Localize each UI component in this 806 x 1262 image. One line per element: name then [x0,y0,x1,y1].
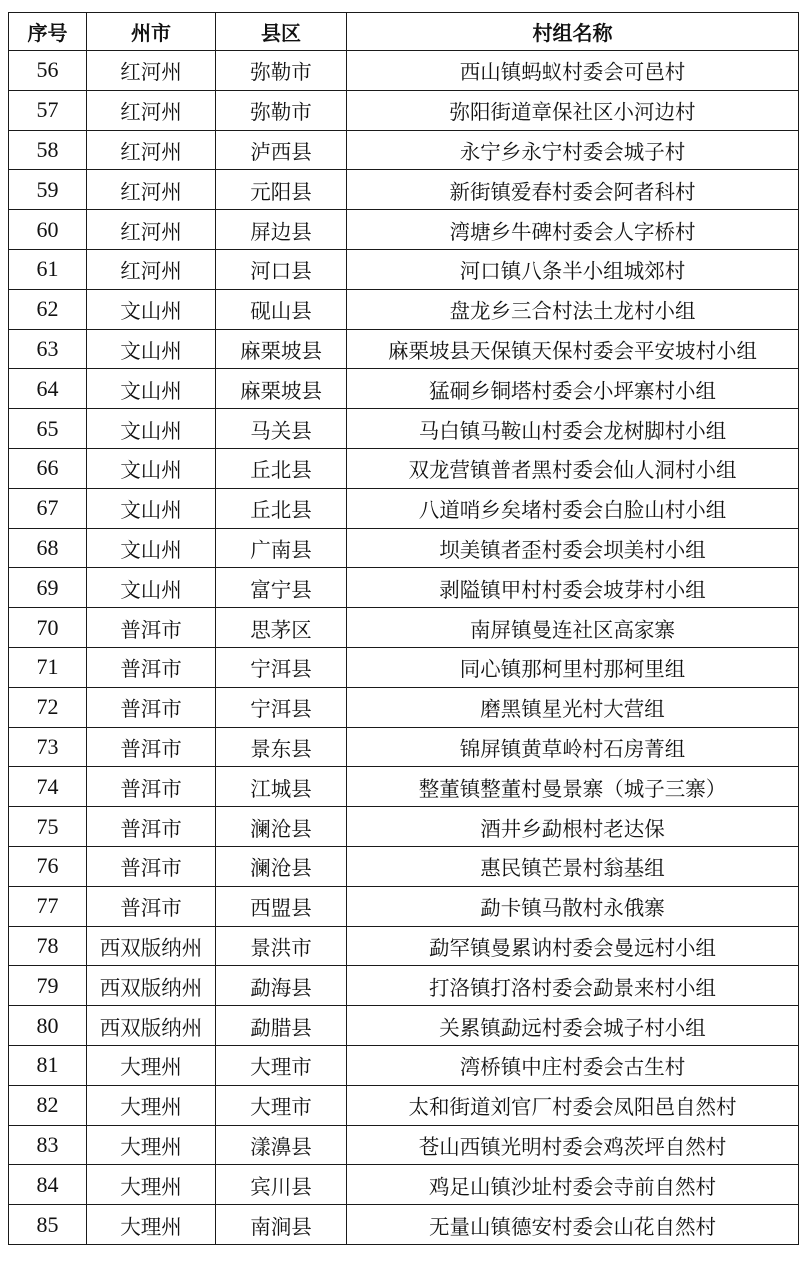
table-row [9,210,799,250]
cell-village-name: 湾桥镇中庄村委会古生村 [347,1045,799,1085]
cell-village-name: 弥阳街道章保社区小河边村 [347,90,799,130]
cell-serial-number: 74 [9,767,87,807]
cell-county: 丘北县 [216,488,347,528]
cell-county: 丘北县 [216,448,347,488]
cell-county: 屏边县 [216,210,347,250]
cell-prefecture: 红河州 [87,90,216,130]
cell-village-name: 惠民镇芒景村翁基组 [347,846,799,886]
cell-serial-number: 63 [9,329,87,369]
cell-prefecture: 大理州 [87,1165,216,1205]
cell-county: 大理市 [216,1085,347,1125]
cell-prefecture: 普洱市 [87,687,216,727]
table-row [9,886,799,926]
header-village-name: 村组名称 [347,13,799,51]
table-row [9,568,799,608]
header-county: 县区 [216,13,347,51]
cell-county: 弥勒市 [216,51,347,91]
cell-serial-number: 66 [9,448,87,488]
cell-serial-number: 56 [9,51,87,91]
cell-village-name: 勐卡镇马散村永俄寨 [347,886,799,926]
village-list-table [8,12,799,1245]
cell-village-name: 勐罕镇曼累讷村委会曼远村小组 [347,926,799,966]
table-row [9,170,799,210]
cell-serial-number: 78 [9,926,87,966]
cell-prefecture: 普洱市 [87,647,216,687]
cell-prefecture: 西双版纳州 [87,966,216,1006]
cell-county: 弥勒市 [216,90,347,130]
table-row [9,329,799,369]
cell-prefecture: 红河州 [87,249,216,289]
cell-serial-number: 84 [9,1165,87,1205]
cell-prefecture: 红河州 [87,51,216,91]
cell-village-name: 剥隘镇甲村村委会坡芽村小组 [347,568,799,608]
cell-village-name: 酒井乡勐根村老达保 [347,807,799,847]
cell-serial-number: 79 [9,966,87,1006]
table-row [9,448,799,488]
cell-county: 大理市 [216,1045,347,1085]
cell-county: 南涧县 [216,1205,347,1245]
cell-village-name: 湾塘乡牛碑村委会人字桥村 [347,210,799,250]
table-row [9,488,799,528]
cell-village-name: 坝美镇者歪村委会坝美村小组 [347,528,799,568]
cell-county: 宁洱县 [216,647,347,687]
cell-village-name: 锦屏镇黄草岭村石房菁组 [347,727,799,767]
cell-prefecture: 大理州 [87,1085,216,1125]
cell-county: 宁洱县 [216,687,347,727]
cell-serial-number: 76 [9,846,87,886]
cell-prefecture: 文山州 [87,528,216,568]
cell-county: 泸西县 [216,130,347,170]
table-row [9,409,799,449]
cell-prefecture: 文山州 [87,329,216,369]
cell-prefecture: 普洱市 [87,886,216,926]
cell-serial-number: 65 [9,409,87,449]
table-row [9,1205,799,1245]
cell-serial-number: 71 [9,647,87,687]
cell-county: 砚山县 [216,289,347,329]
cell-village-name: 新街镇爱春村委会阿者科村 [347,170,799,210]
cell-serial-number: 68 [9,528,87,568]
cell-county: 河口县 [216,249,347,289]
cell-village-name: 双龙营镇普者黑村委会仙人洞村小组 [347,448,799,488]
cell-serial-number: 64 [9,369,87,409]
cell-serial-number: 69 [9,568,87,608]
cell-village-name: 八道哨乡矣堵村委会白脸山村小组 [347,488,799,528]
cell-prefecture: 大理州 [87,1045,216,1085]
cell-village-name: 麻栗坡县天保镇天保村委会平安坡村小组 [347,329,799,369]
table-row [9,687,799,727]
cell-serial-number: 80 [9,1006,87,1046]
table-header [9,13,799,51]
header-prefecture: 州市 [87,13,216,51]
cell-serial-number: 57 [9,90,87,130]
table-row [9,1165,799,1205]
cell-serial-number: 75 [9,807,87,847]
cell-serial-number: 59 [9,170,87,210]
cell-prefecture: 文山州 [87,568,216,608]
cell-county: 麻栗坡县 [216,369,347,409]
cell-county: 澜沧县 [216,807,347,847]
table-row [9,369,799,409]
cell-county: 广南县 [216,528,347,568]
cell-prefecture: 普洱市 [87,608,216,648]
table-row [9,528,799,568]
table-row [9,767,799,807]
table-row [9,1085,799,1125]
table-row [9,249,799,289]
cell-village-name: 河口镇八条半小组城郊村 [347,249,799,289]
table-row [9,807,799,847]
table-row [9,51,799,91]
cell-prefecture: 红河州 [87,130,216,170]
cell-county: 澜沧县 [216,846,347,886]
cell-village-name: 无量山镇德安村委会山花自然村 [347,1205,799,1245]
cell-prefecture: 西双版纳州 [87,926,216,966]
cell-county: 思茅区 [216,608,347,648]
table-row [9,608,799,648]
cell-village-name: 马白镇马鞍山村委会龙树脚村小组 [347,409,799,449]
cell-serial-number: 61 [9,249,87,289]
table-row [9,966,799,1006]
cell-county: 景东县 [216,727,347,767]
cell-county: 勐腊县 [216,1006,347,1046]
cell-serial-number: 60 [9,210,87,250]
cell-village-name: 西山镇蚂蚁村委会可邑村 [347,51,799,91]
table-row [9,1125,799,1165]
cell-prefecture: 文山州 [87,488,216,528]
cell-prefecture: 普洱市 [87,807,216,847]
cell-serial-number: 70 [9,608,87,648]
cell-prefecture: 大理州 [87,1125,216,1165]
table-row [9,90,799,130]
cell-village-name: 鸡足山镇沙址村委会寺前自然村 [347,1165,799,1205]
cell-prefecture: 普洱市 [87,846,216,886]
cell-serial-number: 82 [9,1085,87,1125]
cell-serial-number: 72 [9,687,87,727]
cell-prefecture: 文山州 [87,369,216,409]
cell-serial-number: 73 [9,727,87,767]
cell-village-name: 南屏镇曼连社区高家寨 [347,608,799,648]
cell-serial-number: 83 [9,1125,87,1165]
cell-serial-number: 85 [9,1205,87,1245]
cell-serial-number: 77 [9,886,87,926]
cell-county: 勐海县 [216,966,347,1006]
cell-serial-number: 67 [9,488,87,528]
cell-serial-number: 81 [9,1045,87,1085]
table-body [9,51,799,1245]
cell-village-name: 同心镇那柯里村那柯里组 [347,647,799,687]
cell-county: 漾濞县 [216,1125,347,1165]
table-row [9,647,799,687]
cell-county: 麻栗坡县 [216,329,347,369]
cell-prefecture: 普洱市 [87,727,216,767]
cell-prefecture: 红河州 [87,210,216,250]
table-row [9,1045,799,1085]
header-serial-number: 序号 [9,13,87,51]
cell-village-name: 苍山西镇光明村委会鸡茨坪自然村 [347,1125,799,1165]
cell-prefecture: 普洱市 [87,767,216,807]
table-row [9,130,799,170]
header-row [9,13,799,51]
table-row [9,926,799,966]
cell-serial-number: 62 [9,289,87,329]
table-row [9,727,799,767]
cell-serial-number: 58 [9,130,87,170]
cell-village-name: 太和街道刘官厂村委会凤阳邑自然村 [347,1085,799,1125]
cell-county: 西盟县 [216,886,347,926]
cell-village-name: 猛硐乡铜塔村委会小坪寨村小组 [347,369,799,409]
cell-county: 宾川县 [216,1165,347,1205]
table-row [9,289,799,329]
cell-prefecture: 大理州 [87,1205,216,1245]
cell-county: 元阳县 [216,170,347,210]
cell-village-name: 整董镇整董村曼景寨（城子三寨） [347,767,799,807]
table-row [9,1006,799,1046]
cell-village-name: 盘龙乡三合村法土龙村小组 [347,289,799,329]
cell-county: 江城县 [216,767,347,807]
table-row [9,846,799,886]
cell-village-name: 磨黑镇星光村大营组 [347,687,799,727]
cell-prefecture: 红河州 [87,170,216,210]
cell-village-name: 永宁乡永宁村委会城子村 [347,130,799,170]
cell-county: 景洪市 [216,926,347,966]
cell-county: 马关县 [216,409,347,449]
cell-prefecture: 文山州 [87,409,216,449]
cell-county: 富宁县 [216,568,347,608]
cell-prefecture: 文山州 [87,289,216,329]
cell-prefecture: 文山州 [87,448,216,488]
cell-prefecture: 西双版纳州 [87,1006,216,1046]
cell-village-name: 关累镇勐远村委会城子村小组 [347,1006,799,1046]
cell-village-name: 打洛镇打洛村委会勐景来村小组 [347,966,799,1006]
